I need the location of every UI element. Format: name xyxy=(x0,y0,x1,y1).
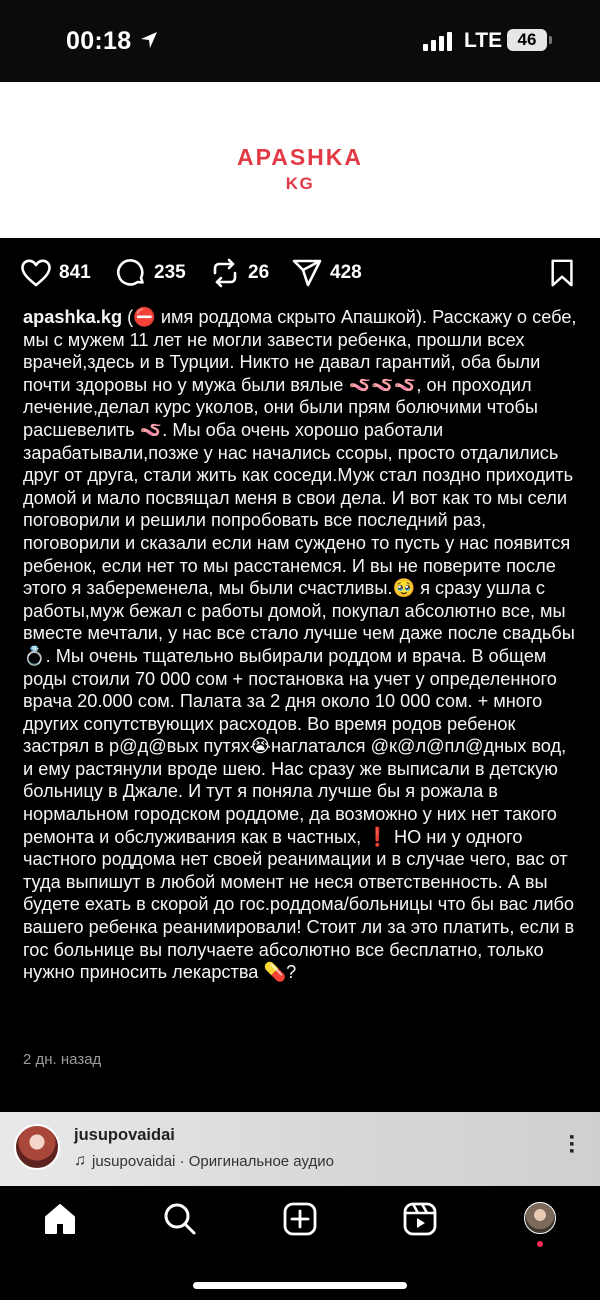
status-time: 00:18 xyxy=(66,27,132,55)
tab-profile-avatar[interactable] xyxy=(524,1202,556,1234)
send-icon xyxy=(291,258,323,288)
battery-icon: 46 xyxy=(507,29,547,51)
audio-track[interactable] xyxy=(74,1152,334,1170)
music-note-icon: ♫ xyxy=(74,1152,86,1169)
save-button[interactable] xyxy=(548,258,578,288)
audio-track-label: jusupovaidai · Оригинальное аудио xyxy=(92,1152,334,1170)
repost-button[interactable] xyxy=(209,258,269,288)
post-actions xyxy=(0,238,600,306)
heart-icon xyxy=(20,258,52,288)
audio-username[interactable]: jusupovaidai xyxy=(74,1126,175,1144)
post-image[interactable] xyxy=(0,82,600,238)
avatar[interactable] xyxy=(14,1124,60,1170)
tab-search[interactable] xyxy=(163,1202,197,1236)
brand-logo-sub: KG xyxy=(285,174,315,193)
location-arrow-icon xyxy=(139,30,159,50)
share-count: 428 xyxy=(330,262,362,283)
home-icon xyxy=(43,1202,77,1236)
network-type: LTE xyxy=(464,29,503,52)
like-count: 841 xyxy=(59,262,91,283)
cellular-signal-icon xyxy=(423,31,453,51)
notification-dot xyxy=(537,1241,543,1247)
repost-icon xyxy=(209,258,241,288)
brand-logo: APASHKA xyxy=(236,144,364,170)
comment-icon xyxy=(115,258,147,288)
post-caption xyxy=(23,306,579,984)
reels-icon xyxy=(403,1202,437,1236)
post-timestamp: 2 дн. назад xyxy=(23,1051,102,1068)
comment-button[interactable] xyxy=(115,258,186,288)
tab-home[interactable] xyxy=(43,1202,77,1236)
caption-username[interactable]: apashka.kg xyxy=(23,307,123,327)
like-button[interactable] xyxy=(20,258,91,288)
bookmark-icon xyxy=(548,258,578,288)
battery-tip xyxy=(549,36,552,44)
plus-square-icon xyxy=(283,1202,317,1236)
repost-count: 26 xyxy=(248,262,270,283)
comment-count: 235 xyxy=(154,262,186,283)
status-bar xyxy=(0,0,600,82)
tab-create[interactable] xyxy=(283,1202,317,1236)
audio-bar[interactable] xyxy=(0,1112,600,1186)
share-button[interactable] xyxy=(291,258,362,288)
home-indicator[interactable] xyxy=(193,1282,407,1289)
caption-text: (⛔ имя роддома скрыто Апашкой). Расскажу о себе, мы с мужем 11 лет не могли завести ребенка, прошли всех врачей,здесь и в Турции. Никто не давал гарантий, оба были почти здоровы но у мужа были вялые 🪱🪱🪱, он проходил лечение,делал курс уколов, они были прям болючими чтобы расшевелить 🪱. Мы оба очень хорошо работали зарабатывали,позже у нас начались ссоры, просто отдалились друг от друга, стали жить как соседи.Муж стал поздно приходить домой и мало посвящал меня в свои дела. И вот как то мы сели поговорили и решили попробовать все последний раз, поговорили и сказали если нам суждено то пусть у нас появится ребенок, если нет то мы расстанемся. И вы не поверите после этого я забеременела, мы были счастливы.🥹 я сразу ушла с работы,муж бежал с работы домой, покупал абсолютно все, мы вместе мечтали, у нас все стало лучше чем даже после свадьбы💍. Мы очень тщательно выбирали роддом и врача. В общем роды стоили 70 000 сом + постановка на учет у определенного врача 20.000 сом. Палата за 2 дня около 10 000 сом. + много других сопутствующих расходов. Во время родов ребенок застрял в р@д@вых путях😭наглатался @к@л@пл@дных вод, и ему растянули вроде шею. Нас сразу же выписали в детскую больницу в Джале. И тут я поняла лучше бы я рожала в нормальном городском роддоме, да возможно у них нет такого ремонта и обслуживания как в частных, ❗ НО ни у одного частного роддома нет своей реанимации и в случае чего, вас от туда выпишут в любой момент не неся ответственность. А вы будете ехать в скорой до гос.роддома/больницы что бы вас либо вашего ребенка реанимировали! Стоит ли за это платить, если в гос больнице вы получаете абсолютно все бесплатно, только нужно приносить лекарства 💊? xyxy=(23,307,577,983)
tab-reels[interactable] xyxy=(403,1202,437,1236)
search-icon xyxy=(163,1202,197,1236)
more-options-icon[interactable]: ··· xyxy=(557,1133,585,1155)
